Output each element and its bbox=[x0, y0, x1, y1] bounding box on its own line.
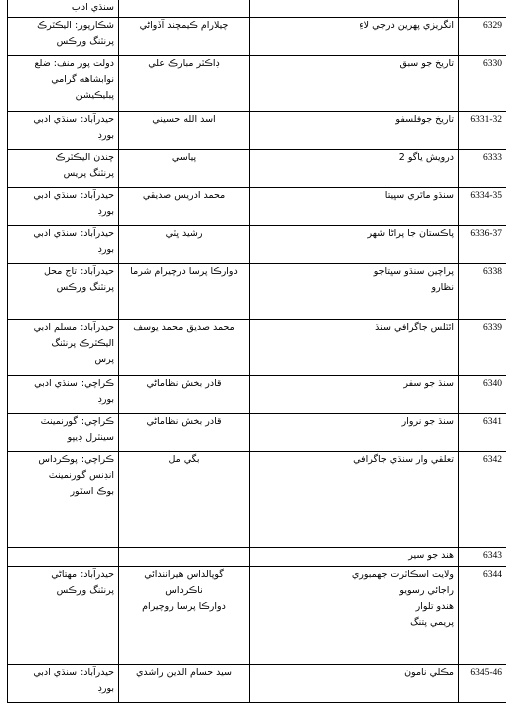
title-line: درويش ياگو 2 bbox=[398, 152, 454, 163]
publisher-line: پرنٽنگ ورڪس bbox=[56, 585, 114, 596]
publisher-line: ڪراچي: گورنمينٽ bbox=[40, 416, 114, 427]
author-cell bbox=[119, 188, 250, 226]
author-line: سيد حسام الدين راشدي bbox=[135, 667, 232, 678]
title-line: هند جو سير bbox=[408, 550, 454, 561]
publisher-line: پرنٽنگ پريس bbox=[63, 168, 114, 179]
publisher-line: حيدرآباد: مهتاڻي bbox=[51, 569, 114, 580]
accession-number-cell: 6345-46 bbox=[459, 665, 506, 703]
table-row bbox=[8, 376, 506, 414]
accession-number-cell: 6340 bbox=[459, 376, 506, 414]
accession-number-cell: 6334-35 bbox=[459, 188, 506, 226]
author-cell bbox=[119, 567, 250, 665]
author-line: اسد الله حسيني bbox=[152, 114, 216, 125]
title-cell bbox=[250, 665, 459, 703]
author-cell bbox=[119, 112, 250, 150]
title-cell bbox=[250, 320, 459, 376]
publisher-line: پرنٽنگ ورڪس bbox=[56, 36, 114, 47]
author-line: دوارڪا پرسا درچيرام شرما bbox=[130, 266, 238, 277]
publisher-line: حيدرآباد: سنڌي ادبي bbox=[33, 114, 114, 125]
publisher-line: سينٽرل ڊيپو bbox=[67, 432, 114, 443]
accession-number-cell: 6344 bbox=[459, 567, 506, 665]
author-line: پياسي bbox=[171, 152, 197, 163]
publisher-line: چندن اليڪٽرڪ bbox=[55, 152, 114, 163]
publisher-cell bbox=[8, 548, 119, 567]
publisher-line: حيدرآباد: سنڌي ادبي bbox=[33, 190, 114, 201]
title-cell bbox=[250, 56, 459, 112]
title-line: تاريخ جو سبق bbox=[399, 58, 454, 69]
table-row bbox=[8, 18, 506, 56]
accession-number-cell: 6339 bbox=[459, 320, 506, 376]
table-row bbox=[8, 188, 506, 226]
publisher-line: حيدرآباد: سنڌي ادبي bbox=[33, 228, 114, 239]
table-row bbox=[8, 320, 506, 376]
publisher-cell bbox=[8, 226, 119, 264]
author-cell bbox=[119, 56, 250, 112]
accession-number-cell: 6330 bbox=[459, 56, 506, 112]
publisher-cell bbox=[8, 414, 119, 452]
title-line: تاريخ جوفلسفو bbox=[395, 114, 454, 125]
title-cell bbox=[250, 0, 459, 18]
author-line: محمد ادريس صديقي bbox=[142, 190, 226, 201]
author-cell bbox=[119, 452, 250, 548]
title-line: هندو تلوار bbox=[415, 601, 454, 612]
author-line: رشيد ڀٽي bbox=[165, 228, 203, 239]
author-cell bbox=[119, 18, 250, 56]
publisher-line: پبليڪيشن bbox=[75, 90, 114, 101]
publisher-line: اليڪٽرڪ پرنٽنگ bbox=[51, 338, 114, 349]
accession-number-cell: 6329 bbox=[459, 18, 506, 56]
publisher-cell bbox=[8, 376, 119, 414]
author-cell bbox=[119, 150, 250, 188]
title-line: ائٽلس جاگرافي سنڌ bbox=[375, 322, 454, 333]
table-row bbox=[8, 226, 506, 264]
publisher-line: بورڊ bbox=[97, 683, 114, 694]
title-cell bbox=[250, 226, 459, 264]
publisher-line: انڊنس گورنمينٽ bbox=[48, 470, 114, 481]
author-line: بگي مل bbox=[168, 454, 200, 465]
table-row bbox=[8, 150, 506, 188]
title-line: پراچين سنڌو سڀتاجو bbox=[373, 266, 454, 277]
title-cell bbox=[250, 112, 459, 150]
publisher-cell bbox=[8, 452, 119, 548]
table-row bbox=[8, 0, 506, 18]
publisher-cell bbox=[8, 567, 119, 665]
accession-number-cell: 6336-37 bbox=[459, 226, 506, 264]
accession-number-cell: 6343 bbox=[459, 548, 506, 567]
title-line: تعلقي وار سنڌي جاگرافي bbox=[353, 454, 454, 465]
author-line: محمد صديق محمد يوسف bbox=[133, 322, 235, 333]
author-cell bbox=[119, 264, 250, 320]
publisher-cell bbox=[8, 56, 119, 112]
author-cell bbox=[119, 320, 250, 376]
table-row bbox=[8, 452, 506, 548]
title-cell bbox=[250, 567, 459, 665]
title-cell bbox=[250, 376, 459, 414]
publisher-line: حيدرآباد: تاج محل bbox=[43, 266, 114, 277]
table-row bbox=[8, 414, 506, 452]
title-cell bbox=[250, 452, 459, 548]
author-cell bbox=[119, 665, 250, 703]
publisher-cell bbox=[8, 665, 119, 703]
publisher-line: ڪراچي: پوڪرداس bbox=[38, 454, 114, 465]
publisher-line: بورڊ bbox=[97, 206, 114, 217]
title-line: سنڌ جو سفر bbox=[403, 378, 454, 389]
author-cell bbox=[119, 548, 250, 567]
author-cell bbox=[119, 0, 250, 18]
table-row bbox=[8, 665, 506, 703]
author-line: دوارڪا پرسا روچيرام bbox=[142, 601, 226, 612]
publisher-line: شڪارپور: اليڪٽرڪ bbox=[37, 20, 114, 31]
title-line: مڪلي نامون bbox=[404, 667, 454, 678]
author-line: ناڪرداس bbox=[165, 585, 203, 596]
title-cell bbox=[250, 150, 459, 188]
author-line: گوپالداس هيرانندائي bbox=[144, 569, 224, 580]
publisher-cell bbox=[8, 150, 119, 188]
author-line: چيلارام ڪيمچند آڏواڻي bbox=[139, 20, 229, 31]
title-line: نظارو bbox=[431, 282, 454, 293]
publisher-cell bbox=[8, 18, 119, 56]
publisher-line: پرنٽنگ ورڪس bbox=[56, 282, 114, 293]
title-line: پريمي پتنگ bbox=[410, 617, 454, 628]
publisher-line: پرس bbox=[94, 354, 114, 365]
title-line: ولايت اسڪاٽرت جهمبوري bbox=[351, 569, 454, 580]
author-line: قادر بخش نظاماڻي bbox=[146, 378, 222, 389]
table-row bbox=[8, 567, 506, 665]
author-cell bbox=[119, 226, 250, 264]
accession-number-cell bbox=[459, 0, 506, 18]
publisher-line: بورڊ bbox=[97, 244, 114, 255]
title-line: سنڌ جو نروار bbox=[401, 416, 454, 427]
accession-number-cell: 6342 bbox=[459, 452, 506, 548]
book-catalog-table bbox=[7, 0, 506, 703]
publisher-line: ڪراچي: سنڌي ادبي bbox=[34, 378, 114, 389]
author-line: قادر بخش نظاماڻي bbox=[146, 416, 222, 427]
table-row bbox=[8, 264, 506, 320]
publisher-cell bbox=[8, 264, 119, 320]
title-line: انگريزي پهرين درجي لاءِ bbox=[359, 20, 454, 31]
author-line: ڊاڪٽر مبارڪ علي bbox=[148, 58, 220, 69]
title-cell bbox=[250, 548, 459, 567]
publisher-line: بورڊ bbox=[97, 394, 114, 405]
author-cell bbox=[119, 414, 250, 452]
accession-number-cell: 6341 bbox=[459, 414, 506, 452]
title-line: پاڪستان جا پراڻا شهر bbox=[367, 228, 454, 239]
accession-number-cell: 6338 bbox=[459, 264, 506, 320]
publisher-line: سنڌي ادب bbox=[71, 2, 114, 13]
title-cell bbox=[250, 18, 459, 56]
title-cell bbox=[250, 264, 459, 320]
publisher-line: حيدرآباد: سنڌي ادبي bbox=[33, 667, 114, 678]
publisher-line: نوابشاهه گرامي bbox=[51, 74, 114, 85]
publisher-cell bbox=[8, 320, 119, 376]
author-cell bbox=[119, 376, 250, 414]
publisher-line: بورڊ bbox=[97, 130, 114, 141]
accession-number-cell: 6331-32 bbox=[459, 112, 506, 150]
title-line: سنڌو ماٿري سڀيتا bbox=[384, 190, 454, 201]
publisher-cell bbox=[8, 188, 119, 226]
title-cell bbox=[250, 414, 459, 452]
table-row bbox=[8, 112, 506, 150]
title-cell bbox=[250, 188, 459, 226]
publisher-cell bbox=[8, 0, 119, 18]
table-row bbox=[8, 548, 506, 567]
table-row bbox=[8, 56, 506, 112]
catalog-rows bbox=[8, 0, 506, 703]
publisher-line: حيدرآباد: مسلم ادبي bbox=[33, 322, 114, 333]
publisher-line: دولت پور منف: ضلع bbox=[34, 58, 114, 69]
publisher-line: بوڪ اسٽور bbox=[70, 486, 114, 497]
accession-number-cell: 6333 bbox=[459, 150, 506, 188]
title-line: راجائي رسويو bbox=[399, 585, 454, 596]
publisher-cell bbox=[8, 112, 119, 150]
